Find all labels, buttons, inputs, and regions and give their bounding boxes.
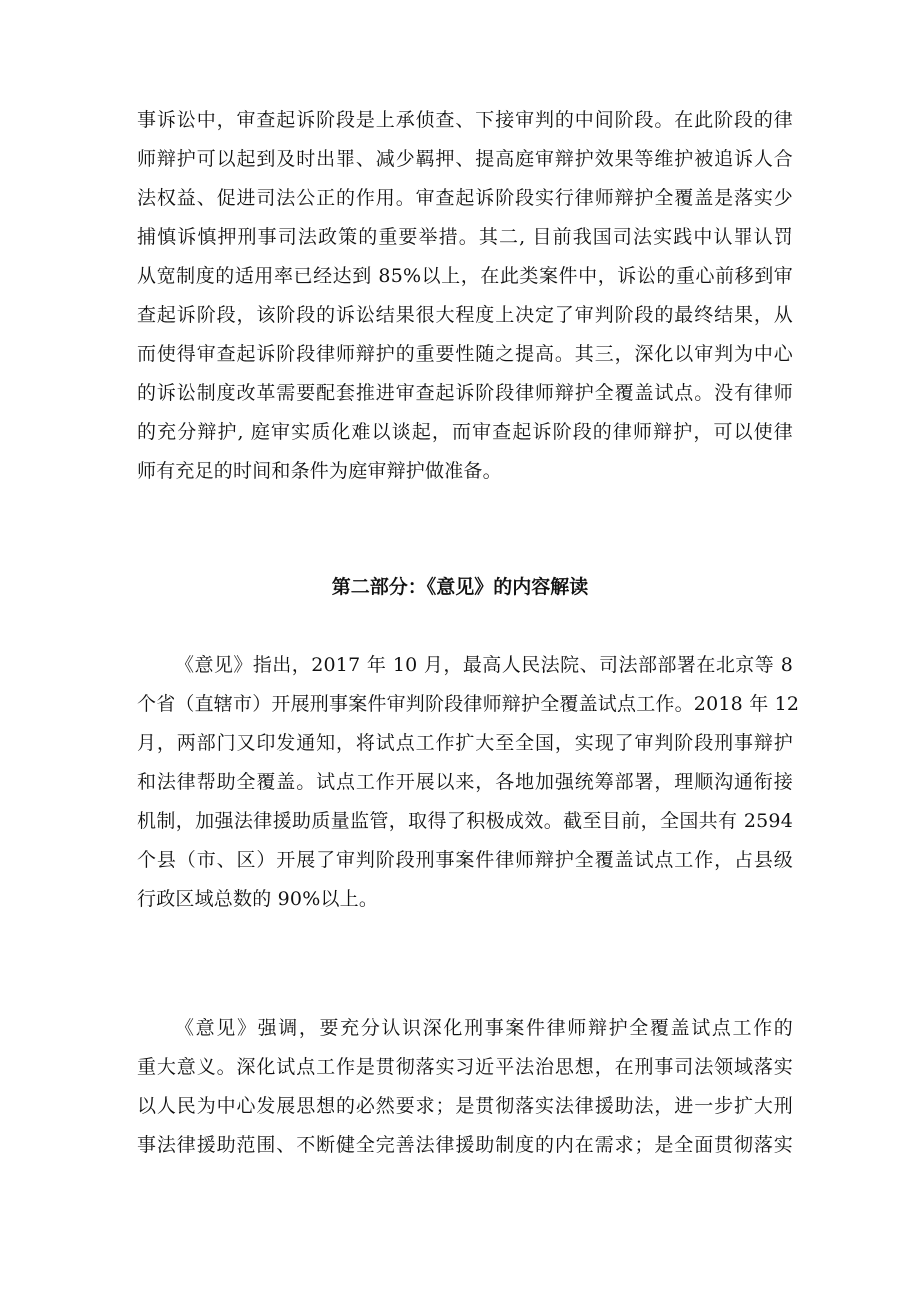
paragraph-2-line: 月，两部门又印发通知，将试点工作扩大至全国，实现了审判阶段刑事辩护 (137, 732, 793, 754)
paragraph-1-line: 的诉讼制度改革需要配套推进审查起诉阶段律师辩护全覆盖试点。没有律师 (137, 382, 793, 404)
paragraph-1-line: 查起诉阶段，该阶段的诉讼结果很大程度上决定了审判阶段的最终结果，从 (137, 304, 793, 326)
paragraph-3-line: 《意见》强调，要充分认识深化刑事案件律师辩护全覆盖试点工作的 (175, 1017, 793, 1039)
paragraph-1-line: 师有充足的时间和条件为庭审辩护做准备。 (137, 460, 502, 482)
paragraph-2-line: 个省（直辖市）开展刑事案件审判阶段律师辩护全覆盖试点工作。2018 年 12 (137, 693, 800, 715)
paragraph-3-line: 重大意义。深化试点工作是贯彻落实习近平法治思想，在刑事司法领域落实 (137, 1056, 793, 1078)
paragraph-1-line: 师辩护可以起到及时出罪、减少羁押、提高庭审辩护效果等维护被追诉人合 (137, 148, 793, 170)
paragraph-2-line: 行政区域总数的 90%以上。 (137, 888, 379, 910)
paragraph-1-line: 而使得审查起诉阶段律师辩护的重要性随之提高。其三，深化以审判为中心 (137, 343, 793, 365)
paragraph-1-line: 从宽制度的适用率已经达到 85%以上，在此类案件中，诉讼的重心前移到审 (137, 265, 793, 287)
paragraph-3-line: 以人民为中心发展思想的必然要求；是贯彻落实法律援助法，进一步扩大刑 (137, 1095, 793, 1117)
paragraph-1-line: 捕慎诉慎押刑事司法政策的重要举措。其二, 目前我国司法实践中认罪认罚 (137, 226, 793, 248)
paragraph-2-line: 和法律帮助全覆盖。试点工作开展以来，各地加强统筹部署，理顺沟通衔接 (137, 771, 793, 793)
section-heading: 第二部分：《意见》的内容解读 (331, 576, 589, 598)
paragraph-1-line: 事诉讼中，审查起诉阶段是上承侦查、下接审判的中间阶段。在此阶段的律 (137, 109, 793, 131)
paragraph-3-line: 事法律援助范围、不断健全完善法律援助制度的内在需求；是全面贯彻落实 (137, 1134, 793, 1156)
paragraph-2-line: 《意见》指出，2017 年 10 月，最高人民法院、司法部部署在北京等 8 (175, 654, 793, 676)
paragraph-2-line: 机制，加强法律援助质量监管，取得了积极成效。截至目前，全国共有 2594 (137, 810, 793, 832)
paragraph-1-line: 的充分辩护, 庭审实质化难以谈起，而审查起诉阶段的律师辩护，可以使律 (137, 421, 793, 443)
paragraph-2-line: 个县（市、区）开展了审判阶段刑事案件律师辩护全覆盖试点工作，占县级 (137, 849, 793, 871)
paragraph-1-line: 法权益、促进司法公正的作用。审查起诉阶段实行律师辩护全覆盖是落实少 (137, 187, 793, 209)
